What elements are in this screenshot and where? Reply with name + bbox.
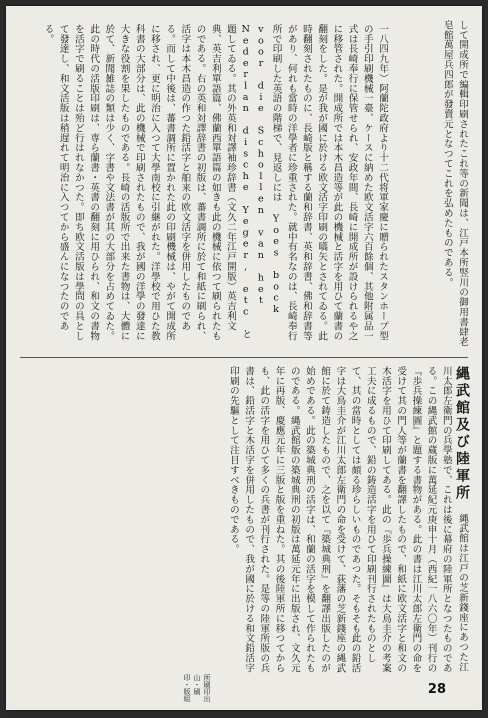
right-paragraph: して開成所で編輯印刷されたこれ等の新聞は、江戸本所竪川の御用書肆老皂館萬屋兵四郎が發賣元となつてこれを弘めたものである。: [441, 20, 468, 347]
right-text-column: [392, 20, 470, 350]
top-text-column: [12, 24, 390, 346]
publisher-note: 所刷印出山・刷印・版組: [183, 674, 211, 702]
bottom-text-column: [12, 366, 470, 678]
top-paragraph: 一八四九年）阿蘭陀政府より十二代将軍家慶に贈られたスタンホープ型の手引印刷機械一臺、ケースに納めた欧文活字六百餘個、其他附属品一式は長崎奉行に保管せられ、安政年間、長崎に開成所が設けられるや之に移管された。開成所では本木昌造等が此の機械と活字を用ひて蘭書の翻刻をした。是が我が國に於ける欧文活字印刷の嚆矢とされてゐる。此時翻刻されたものに、長崎版と稱する蘭和辞書、英和辞書、佛和辞書等があり、何れも當時の洋學者に珍重された。就中有名なのは、長崎奉行所で印刷した英語の階梯で、見返しには Yoes bock voor die Schollen van het Nederlan dische Yeger, etc と題してゐる。其の外英和対譯袖珍辞書（文久二年江戸開版）英吉利文典、英吉利單語篇、佛蘭西單語篇の如きも此の機械に依つて刷られたものである。右の英和対譯辞書の初版は、蕃書調所に於て和紙に刷られ、活字は本木昌造の作つた鉛活字と舶来の欧文活字を併用したものである。而して中後は、蕃書調所に置かれた此の印刷機械は、やがて開成所に移され、更に明治に入つて大學南校に引継がれた。洋學校で用ひた教科書の大部分は、此の機械で印刷されたもので、我が國の洋學の發達に大きな役割を果したものである。長崎の活版所で出来た書物は、大體に於て、新聞雑誌の類は少く、字書や文法書が其の大部分を占めてゐた。此の時代の活版印刷は、専ら蘭書・英書の翻刻に用ひられ、和文の書物を活字で刷ることは殆ど行はれなかつた。即ち欧文活版は學問の具として發達し、和文活版は稍遅れて明治に入つてから盛んになつたのである。: [42, 24, 388, 341]
page-number: 28: [427, 682, 446, 697]
book-page: [6, 6, 482, 710]
section-heading: 縄武館及び陸軍所: [454, 366, 470, 502]
section-divider: [20, 357, 468, 358]
bottom-paragraph: 縄武館は江戸の芝新錢座にあつた江川太郎左衛門の兵學塾で、これは後に幕府の陸軍所となつたものである。この縄武館の蔵版に萬延紀元庚申十月（西紀一八六〇年）刊行の『歩兵操練圖』と題する書物がある。此の書は江川太郎左衛門の命を受けて其の門人等が蘭書を翻譯したもので、和紙に欧文活字と和文の木活字を用ひて印刷してある。此の『歩兵操練圖』は大鳥圭介の考案工夫に成るもので、鉛の鋳造活字を用ひて印刷刊行されたものとして、其の當時としては頗る珍らしいものであつた。そもそも此の鉛活字は大鳥圭介が江川太郎左衛門の命を受けて、荻藩の芝新錢座の縄武館に於て鋳造したもので、之を以て『築城典刑』を翻譯出版したのが始めである。此の築城典刑の活字は、和蘭の活字を模して作られたものである。縄武館版の築城典刑の初版は萬延元年に出版され、文久元年に再版、慶應元年に三版と版を重ねた。其の後陸軍所に移つてからも、此の活字を用ひて多くの兵書が刊行された。是等の陸軍所版の兵書は、鉛活字と木活字を併用したもので、我が國に於ける和文鉛活字印刷の先驅として注目すべきものである。: [227, 366, 468, 673]
